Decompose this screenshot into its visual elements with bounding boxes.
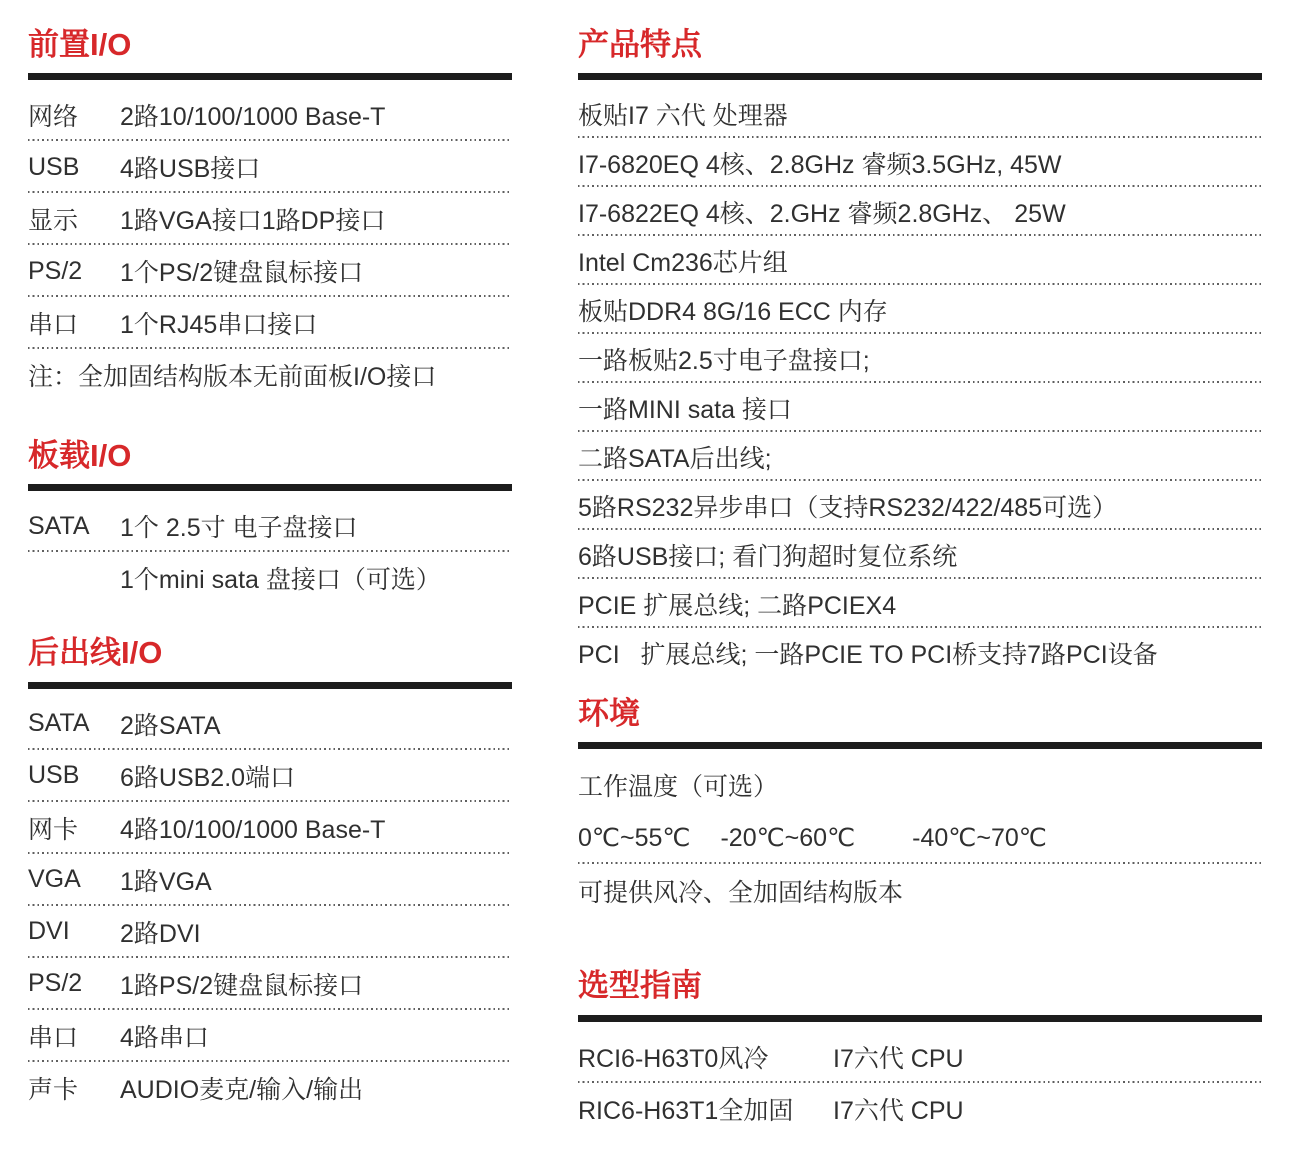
spec-row [28, 854, 512, 906]
spec-value: 1个mini sata 盘接口（可选） [120, 566, 441, 595]
feature-item: 5路RS232异步串口（支持RS232/422/485可选） [578, 481, 1262, 530]
model-name: RIC6-H63T1全加固 [578, 1096, 794, 1125]
spec-value: 4路USB接口 [120, 155, 261, 184]
section-environment [578, 695, 1262, 917]
feature-item: 6路USB接口; 看门狗超时复位系统 [578, 530, 1262, 579]
section-onboard-io [28, 437, 512, 604]
spec-label: USB [28, 152, 80, 181]
spec-row [28, 552, 512, 604]
spec-row [28, 141, 512, 193]
spec-label: 串口 [28, 1023, 79, 1052]
spec-row [28, 245, 512, 297]
section-front-io [28, 26, 512, 401]
spec-value: 1个 2.5寸 电子盘接口 [120, 514, 358, 543]
spec-value: 1路PS/2键盘鼠标接口 [120, 971, 364, 1000]
features-title: 产品特点 [578, 27, 702, 62]
spec-label: PS/2 [28, 969, 83, 998]
front-io-note: 注：全加固结构版本无前面板I/O接口 [28, 363, 437, 392]
feature-item: I7-6822EQ 4核、2.GHz 睿频2.8GHz、 25W [578, 187, 1262, 236]
temp-label-row: 工作温度（可选） [578, 772, 779, 801]
temp-range-row [578, 811, 1262, 864]
spec-label: 网卡 [28, 815, 79, 844]
environment-title: 环境 [578, 696, 640, 732]
spec-label: 显示 [28, 207, 79, 236]
right-column [578, 26, 1262, 1135]
front-io-title: 前置I/O [28, 27, 132, 62]
feature-item: 板贴DDR4 8G/16 ECC 内存 [578, 285, 1262, 334]
feature-item: PCI 扩展总线; 一路PCIE TO PCI桥支持7路PCI设备 [578, 640, 1158, 669]
column-gap [512, 26, 578, 1135]
left-column [28, 26, 512, 1135]
model-row [578, 1083, 1262, 1135]
onboard-io-rule [28, 484, 512, 491]
model-cpu: I7六代 CPU [833, 1044, 964, 1073]
rear-io-rule [28, 682, 512, 689]
spec-label: 声卡 [28, 1075, 79, 1104]
spec-value: 6路USB2.0端口 [120, 763, 296, 792]
model-row [578, 1031, 1262, 1083]
feature-item: 一路MINI sata 接口 [578, 383, 1262, 432]
temp-range: 0℃~55℃ [578, 823, 691, 852]
onboard-io-title: 板载I/O [28, 438, 132, 474]
spec-row [28, 906, 512, 958]
spec-label: SATA [28, 709, 90, 738]
section-features [578, 26, 1262, 677]
features-rule [578, 73, 1262, 80]
feature-item: 一路板贴2.5寸电子盘接口; [578, 334, 1262, 383]
spec-row [28, 802, 512, 854]
guide-rule [578, 1015, 1262, 1022]
spec-label: 串口 [28, 311, 79, 340]
spec-row [28, 698, 512, 750]
temp-range: -20℃~60℃ [720, 823, 856, 852]
model-cpu: I7六代 CPU [833, 1096, 964, 1125]
spec-label: PS/2 [28, 256, 83, 285]
spec-value: 2路10/100/1000 Base-T [120, 103, 386, 132]
spec-row [28, 750, 512, 802]
spec-value: 1个PS/2键盘鼠标接口 [120, 259, 364, 288]
spec-value: 2路SATA [120, 711, 221, 740]
spec-value: AUDIO麦克/输入/输出 [120, 1075, 364, 1104]
spec-row [28, 297, 512, 349]
spec-row [28, 193, 512, 245]
section-guide [578, 967, 1262, 1134]
feature-item: Intel Cm236芯片组 [578, 236, 1262, 285]
environment-rule [578, 742, 1262, 749]
feature-item: 板贴I7 六代 处理器 [578, 89, 1262, 138]
spec-label: VGA [28, 865, 81, 894]
feature-item: I7-6820EQ 4核、2.8GHz 睿频3.5GHz, 45W [578, 138, 1262, 187]
spec-value: 1路VGA [120, 867, 212, 896]
section-rear-io [28, 634, 512, 1113]
spec-row [28, 1010, 512, 1062]
guide-title: 选型指南 [578, 968, 702, 1004]
front-io-rule [28, 73, 512, 80]
spec-row [28, 1062, 512, 1114]
model-name: RCI6-H63T0风冷 [578, 1044, 769, 1073]
spec-label: USB [28, 761, 80, 790]
spec-label: SATA [28, 511, 90, 540]
spec-value: 1路VGA接口1路DP接口 [120, 207, 386, 236]
temp-range: -40℃~70℃ [912, 823, 1047, 852]
spec-value: 2路DVI [120, 919, 201, 948]
cooling-row: 可提供风冷、全加固结构版本 [578, 878, 904, 907]
spec-label: 网络 [28, 103, 79, 132]
feature-item: 二路SATA后出线; [578, 432, 1262, 481]
spec-value: 4路串口 [120, 1023, 209, 1052]
spec-value: 4路10/100/1000 Base-T [120, 815, 386, 844]
rear-io-title: 后出线I/O [28, 635, 163, 671]
spec-row [28, 958, 512, 1010]
spec-row [28, 89, 512, 141]
spec-value: 1个RJ45串口接口 [120, 311, 318, 340]
feature-item: PCIE 扩展总线; 二路PCIEX4 [578, 579, 1262, 628]
spec-label: DVI [28, 917, 70, 946]
spec-row [28, 500, 512, 552]
